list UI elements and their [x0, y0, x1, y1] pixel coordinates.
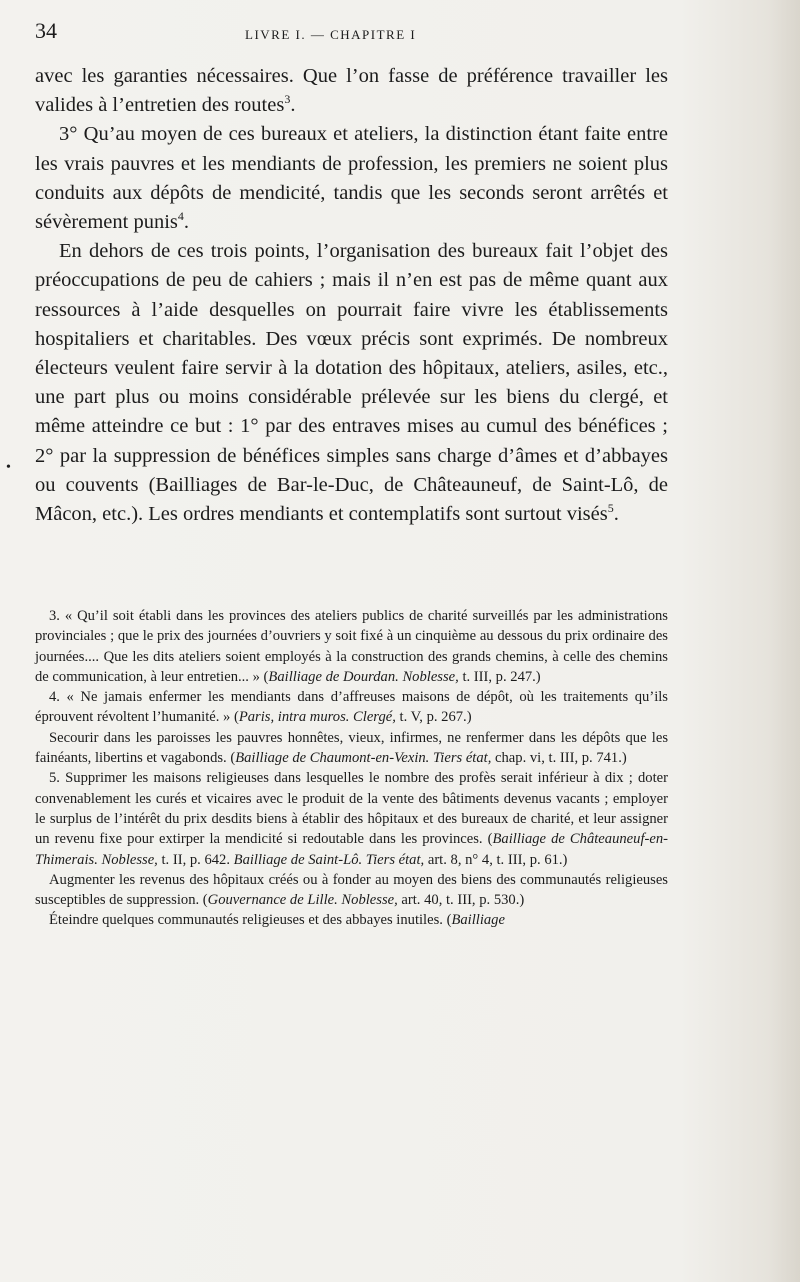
footnote-3: 3. « Qu’il soit établi dans les provinces des ateliers publics de charité surveillés par les administrations provinciales ; que le prix des journées d’ouvriers y soit fixé à un cinquième au dessous du prix ordinaire des journées.... Que les dits ateliers soient employés à la construction des grands chemins, à celle des chemins de communication, à leur entretien... » (Bailliage de Dourdan. Noblesse, t. III, p. 247.) — [35, 608, 668, 685]
footnote-ref-3: 3 — [284, 92, 291, 107]
running-head: LIVRE I. — CHAPITRE I — [245, 27, 417, 42]
paragraph-3: En dehors de ces trois points, l’organisation des bureaux fait l’objet des préoccupations de peu de cahiers ; mais il n’en est pas de même quant aux ressources à l’aide desquelles on pourrait faire vivre les établissements hospitaliers et charitables. Des vœux précis sont exprimés. De nombreux électeurs veulent faire servir à la dotation des hôpitaux, ateliers, asiles, etc., une part plus ou moins considérable prélevée sur les biens du clergé, et même atteindre ce but : 1° par des entraves mises au cumul des bénéfices ; 2° par la suppression de bénéfices simples sans charge d’âmes et d’abbayes ou couvents (Bailliages de Bar-le-Duc, de Châteauneuf, de Saint-Lô, de Mâcon, etc.). Les ordres mendiants et contemplatifs sont surtout visés$^5$. — [35, 240, 668, 526]
margin-bullet: • — [6, 460, 11, 475]
paragraph-2: 3° Qu’au moyen de ces bureaux et ateliers, la distinction étant faite entre les vrais pauvres et les mendiants de profession, les premiers ne soient plus conduits aux dépôts de mendicité, tandis que les seconds seront arrêtés et sévèrement punis$^4$. — [35, 123, 668, 234]
footnote-ref-4: 4 — [177, 209, 184, 224]
footnote-5: 5. Supprimer les maisons religieuses dans lesquelles le nombre des profès serait inférieur à dix ; doter convenablement les curés et vicaires avec le produit de la vente des bâtiments devenus vacants ; employer le surplus de l’intérêt du prix desdits biens à établir des hôpitaux et des bureaux de charité, et leur assigner un revenu fixe pour extirper la mendicité si redoutable dans les provinces. (Bailliage de Châteauneuf-en-Thimerais. Noblesse, t. II, p. 642. Bailliage de Saint-Lô. Tiers état, art. 8, n° 4, t. III, p. 61.) — [35, 770, 668, 868]
footnote-ref-5: 5 — [607, 501, 614, 516]
footnote-4-continued: Secourir dans les paroisses les pauvres honnêtes, vieux, infirmes, ne renfermer dans les dépôts que les fainéants, libertins et vagabonds. (Bailliage de Chaumont-en-Vexin. Tiers état, chap. vi, t. III, p. 741.) — [35, 729, 668, 767]
footnotes — [35, 606, 668, 931]
body-text — [35, 62, 668, 529]
page-header — [35, 18, 665, 48]
page-number: 34 — [35, 18, 57, 43]
paragraph-1: avec les garanties nécessaires. Que l’on fasse de préférence travailler les valides à l’entretien des routes$^3$. — [35, 65, 668, 117]
footnote-5-final: Éteindre quelques communautés religieuses et des abbayes inutiles. (Bailliage — [49, 912, 505, 929]
footnote-4: 4. « Ne jamais enfermer les mendiants dans d’affreuses maisons de dépôt, où les traitements qu’ils éprouvent révoltent l’humanité. » (Paris, intra muros. Clergé, t. V, p. 267.) — [35, 689, 668, 726]
footnote-5-continued: Augmenter les revenus des hôpitaux créés ou à fonder au moyen des biens des communautés religieuses susceptibles de suppression. (Gouvernance de Lille. Noblesse, art. 40, t. III, p. 530.) — [35, 871, 668, 909]
